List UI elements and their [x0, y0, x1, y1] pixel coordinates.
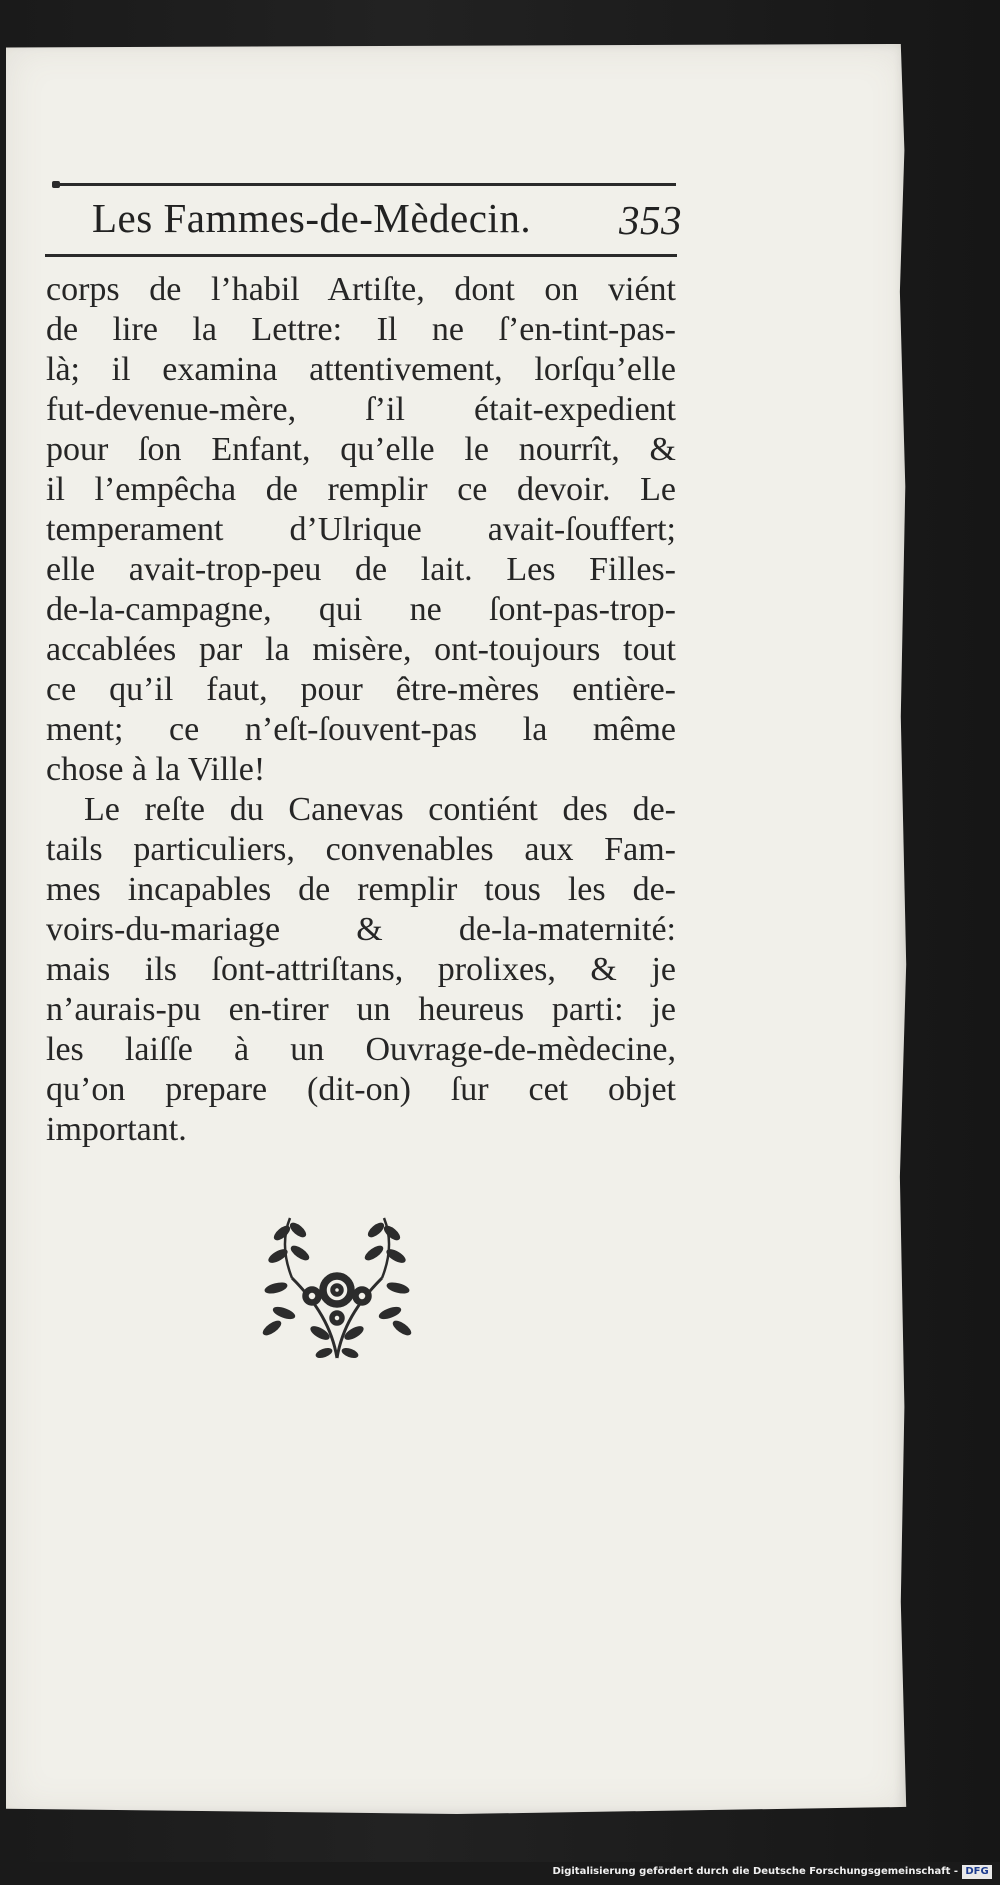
text-line: important.: [46, 1111, 187, 1148]
running-head-title: Les Fammes-de-Mèdecin.: [92, 195, 532, 241]
text-line: tails particuliers, convenables aux Fam-: [46, 831, 676, 868]
text-line: temperament d’Ulrique avait-ſouffert;: [46, 511, 676, 548]
text-line: ment; ce n’eſt-ſouvent-pas la même: [46, 711, 676, 748]
text-line: mes incapables de remplir tous les de-: [46, 871, 676, 908]
head-rule-top: [54, 183, 676, 186]
text-line: mais ils ſont-attriſtans, prolixes, & je: [46, 951, 676, 988]
text-line: accablées par la misère, ont-toujours tout: [46, 631, 676, 668]
text-line: de-la-campagne, qui ne ſont-pas-trop-: [46, 591, 676, 628]
text-line: Le reſte du Canevas contiént des de-: [84, 791, 676, 828]
text-line: fut-devenue-mère, ſ’il était-expedient: [46, 391, 676, 428]
text-line: chose à la Ville!: [46, 751, 266, 788]
text-line: ce qu’il faut, pour être-mères entière-: [46, 671, 676, 708]
text-line: n’aurais-pu en-tirer un heureus parti: je: [46, 991, 676, 1028]
running-head: [92, 194, 682, 256]
text-line: qu’on prepare (dit-on) ſur cet objet: [46, 1071, 676, 1108]
text-line: les laiſſe à un Ouvrage-de-mèdecine,: [46, 1031, 676, 1068]
floral-vignette-icon: [262, 1208, 412, 1368]
body-text: [46, 270, 676, 1150]
text-line: de lire la Lettre: Il ne ſ’en-tint-pas-: [46, 311, 676, 348]
text-line: corps de l’habil Artiſte, dont on viént: [46, 271, 676, 308]
funding-credit: Digitalisierung gefördert durch die Deutsche Forschungsgemeinschaft -: [552, 1866, 958, 1877]
text-line: il l’empêcha de remplir ce devoir. Le: [46, 471, 676, 508]
text-line: là; il examina attentivement, lorſqu’elle: [46, 351, 676, 388]
text-line: voirs-du-mariage & de-la-maternité:: [46, 911, 676, 948]
dfg-logo: DFG: [962, 1865, 992, 1879]
page-number: 353: [619, 197, 682, 243]
head-rule-bottom: [45, 254, 677, 257]
text-line: elle avait-trop-peu de lait. Les Filles-: [46, 551, 676, 588]
text-line: pour ſon Enfant, qu’elle le nourrît, &: [46, 431, 676, 468]
